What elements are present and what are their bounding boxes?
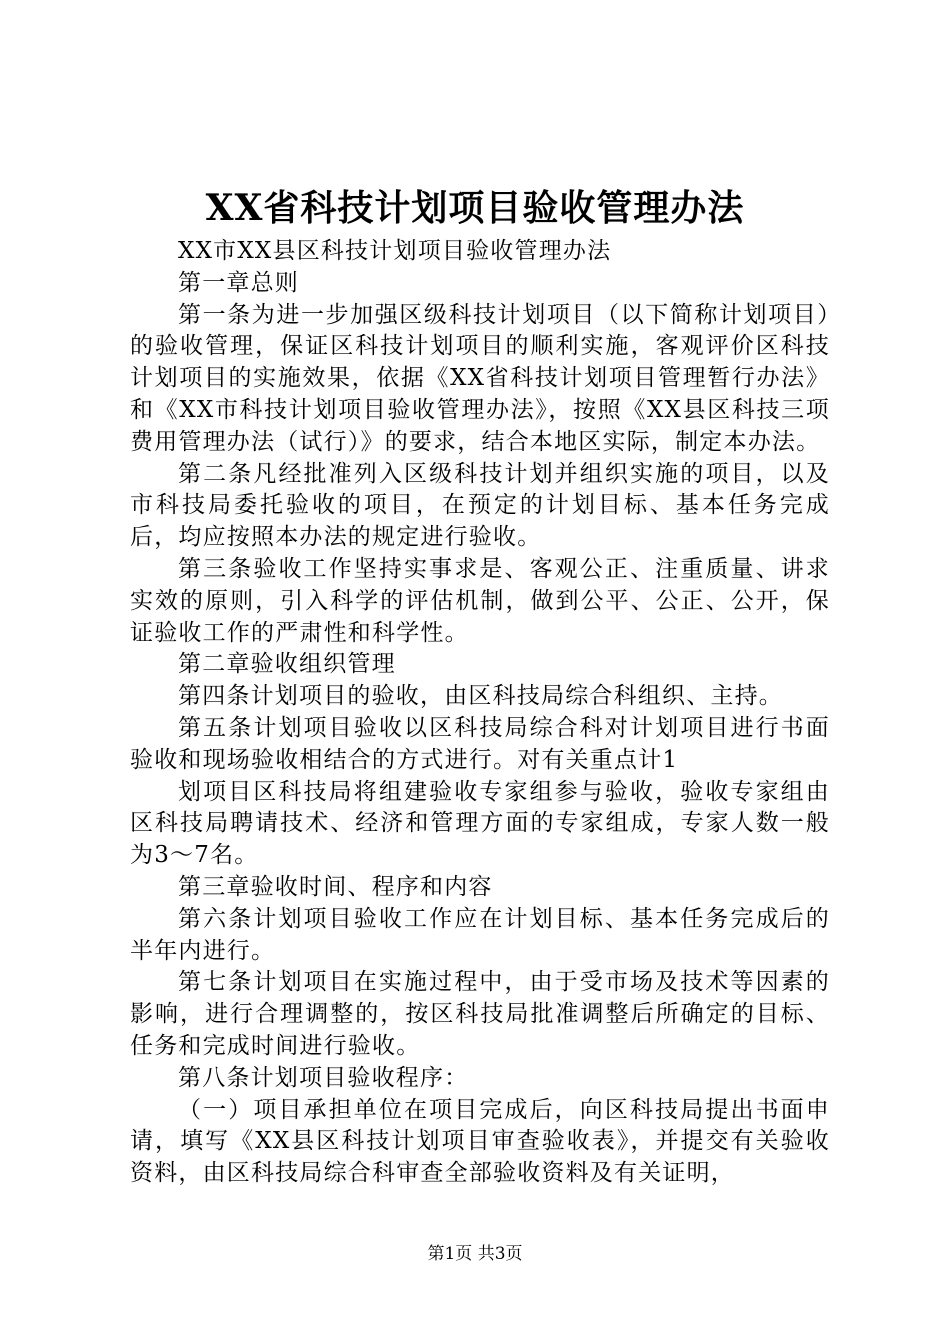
page-number: 第1页 共3页 bbox=[427, 1244, 523, 1264]
article-paragraph: 第四条计划项目的验收，由区科技局综合科组织、主持。 bbox=[178, 683, 783, 710]
article-paragraph: （一）项目承担单位在项目完成后，向区科技局提出书面申请，填写《XX县区科技计划项目审查验收表》，并提交有关验收资料，由区科技局综合科审查全部验收资料及有关证明， bbox=[130, 1096, 830, 1187]
article-paragraph: 第三条验收工作坚持实事求是、客观公正、注重质量、讲求实效的原则，引入科学的评估机制，做到公平、公正、公开，保证验收工作的严肃性和科学性。 bbox=[130, 555, 830, 646]
chapter-heading: 第三章验收时间、程序和内容 bbox=[178, 873, 493, 900]
subtitle-paragraph: XX市XX县区科技计划项目验收管理办法 bbox=[178, 238, 612, 264]
article-paragraph: 第五条计划项目验收以区科技局综合科对计划项目进行书面验收和现场验收相结合的方式进行。对有关重点计1 bbox=[130, 714, 830, 773]
article-paragraph: 第六条计划项目验收工作应在计划目标、基本任务完成后的半年内进行。 bbox=[130, 905, 830, 964]
article-paragraph: 第七条计划项目在实施过程中，由于受市场及技术等因素的影响，进行合理调整的，按区科技局批准调整后所确定的目标、任务和完成时间进行验收。 bbox=[130, 969, 830, 1059]
article-paragraph: 第八条计划项目验收程序： bbox=[178, 1064, 469, 1091]
article-paragraph: 划项目区科技局将组建验收专家组参与验收，验收专家组由区科技局聘请技术、经济和管理方面的专家组成，专家人数一般为3～7名。 bbox=[130, 778, 830, 869]
document-body bbox=[130, 236, 830, 1190]
chapter-heading: 第一章总则 bbox=[178, 269, 299, 296]
document-title: XX省科技计划项目验收管理办法 bbox=[205, 187, 745, 229]
chapter-heading: 第二章验收组织管理 bbox=[178, 651, 396, 678]
article-paragraph: 第二条凡经批准列入区级科技计划并组织实施的项目，以及市科技局委托验收的项目，在预定的计划目标、基本任务完成后，均应按照本办法的规定进行验收。 bbox=[130, 460, 830, 551]
article-paragraph: 第一条为进一步加强区级科技计划项目（以下简称计划项目）的验收管理，保证区科技计划项目的顺利实施，客观评价区科技计划项目的实施效果，依据《XX省科技计划项目管理暂行办法》和《XX市科技计划项目验收管理办法》，按照《XX县区科技三项费用管理办法（试行）》的要求，结合本地区实际，制定本办法。 bbox=[130, 301, 830, 455]
